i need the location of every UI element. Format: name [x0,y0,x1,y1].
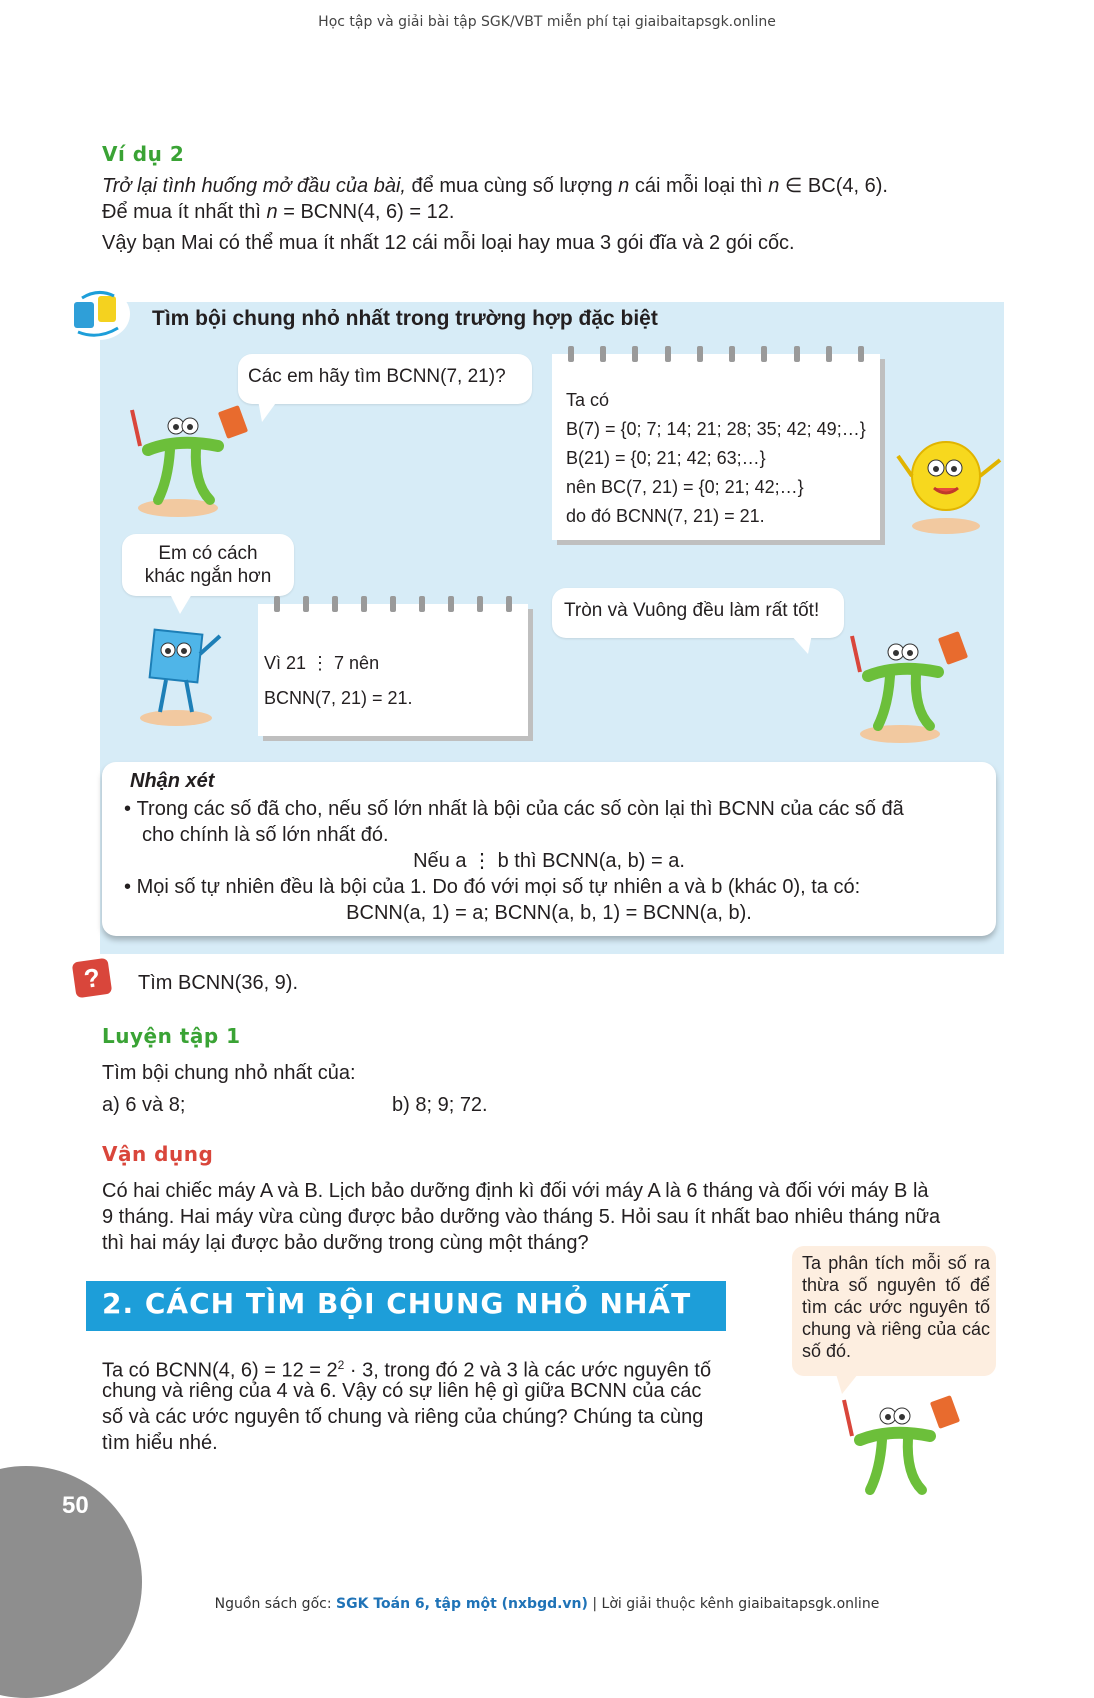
pi-character-icon [830,1394,970,1504]
apply-line-2: 9 tháng. Hai máy vừa cùng được bảo dưỡng vào tháng 5. Hỏi sau ít nhất bao nhiêu tháng nữa [102,1206,941,1228]
example-2-line1 [102,173,1002,199]
remark-title: Nhận xét [130,770,215,792]
practice-item-a: a) 6 và 8; [102,1094,186,1116]
speech-bubble-praise: Tròn và Vuông đều làm rất tốt! [552,588,844,638]
apply-line-3: thì hai máy lại được bảo dưỡng trong cùng một tháng? [102,1232,589,1254]
note-rings [568,346,864,366]
bubble-line: khác ngắn hơn [144,566,272,587]
var-n: n [768,175,780,197]
text-span: ∈ BC(4, 6). [779,175,888,197]
bubble-tail [790,634,814,656]
apply-title: Vận dụng [102,1142,214,1166]
text-span: để mua cùng số lượng [405,175,619,197]
text-span: cái mỗi loại thì [629,175,769,197]
note-line: B(7) = {0; 7; 14; 21; 28; 35; 42; 49;…} [566,419,866,439]
example-2-title: Ví dụ 2 [102,142,185,166]
note-line: Ta có [566,390,610,410]
example-2-line3: Vậy bạn Mai có thể mua ít nhất 12 cái mỗi loại hay mua 3 gói đĩa và 2 gói cốc. [102,232,795,254]
var-n: n [266,201,278,223]
square-character-icon [130,618,230,728]
note-line: nên BC(7, 21) = {0; 21; 42;…} [566,477,804,497]
bubble-tail [258,400,288,424]
remark-formula-1: Nếu a ⋮ b thì BCNN(a, b) = a. [413,850,685,872]
activity-icon-bg [68,288,130,340]
bullet-text: Mọi số tự nhiên đều là bội của 1. Do đó với mọi số tự nhiên a và b (khác 0), ta có: [136,876,861,898]
text-span: Ta có BCNN(4, 6) = 12 = 2 [102,1359,338,1382]
bullet-text: Trong các số đã cho, nếu số lớn nhất là bội của các số còn lại thì BCNN của các số đã [136,798,904,820]
question-icon: ? [72,958,113,999]
bullet-dot: • [124,876,137,898]
footer-prefix: Nguồn sách gốc: [214,1596,337,1612]
bullet-dot: • [124,798,137,820]
practice-item-b: b) 8; 9; 72. [392,1094,488,1116]
hint-text: Ta phân tích mỗi số ra thừa số nguyên tố để tìm các ước nguyên tố chung và riêng của các số đó. [802,1253,990,1361]
section-heading: 2. CÁCH TÌM BỘI CHUNG NHỎ NHẤT [102,1287,692,1320]
section-line-2: chung và riêng của 4 và 6. Vậy có sự liên hệ gì giữa BCNN của các [102,1380,702,1402]
remark-bullet-1 [124,796,994,822]
remark-formula-2: BCNN(a, 1) = a; BCNN(a, b, 1) = BCNN(a, b). [346,902,752,924]
page-header: Học tập và giải bài tập SGK/VBT miễn phí tại giaibaitapsgk.online [318,14,776,30]
question-text: Tìm BCNN(36, 9). [138,972,299,994]
speech-bubble-shorter [122,534,294,596]
note-card-shortcut [258,604,528,736]
pi-character-icon [118,400,258,520]
remark-bullet-1-cont: cho chính là số lớn nhất đó. [142,824,389,846]
note-card-multiples [552,354,880,540]
remark-bullet-2 [124,874,994,900]
example-2-line2 [102,199,454,225]
exponent: 2 [337,1358,345,1372]
practice-title: Luyện tập 1 [102,1024,241,1048]
note-line: Vì 21 ⋮ 7 nên [264,653,380,673]
apply-line-1: Có hai chiếc máy A và B. Lịch bảo dưỡng định kì đối với máy A là 6 tháng và đối với máy B là [102,1180,929,1202]
text-span: Để mua ít nhất thì [102,201,267,223]
bubble-line: Em có cách [158,543,258,564]
pi-character-icon [838,626,978,746]
section-line-3: số và các ước nguyên tố chung và riêng của chúng? Chúng ta cùng [102,1406,704,1428]
footer-suffix: | Lời giải thuộc kênh giaibaitapsgk.online [587,1596,880,1612]
group-activity-icon [68,288,130,340]
speech-bubble-question: Các em hãy tìm BCNN(7, 21)? [238,354,532,404]
activity-title: Tìm bội chung nhỏ nhất trong trường hợp đặc biệt [152,307,658,330]
text-span: · 3, trong đó 2 và 3 là các ước nguyên tố [344,1359,712,1382]
hint-tail [836,1374,860,1396]
bubble-tail [170,594,194,616]
note-line: B(21) = {0; 21; 42; 63;…} [566,448,766,468]
practice-prompt: Tìm bội chung nhỏ nhất của: [102,1062,356,1084]
round-character-icon [896,426,1006,536]
note-rings [274,596,512,616]
text-span: = BCNN(4, 6) = 12. [277,201,455,223]
example-2-italic: Trở lại tình huống mở đầu của bài, [102,175,406,197]
page-number: 50 [62,1492,89,1519]
section-line-4: tìm hiểu nhé. [102,1432,218,1454]
note-line: BCNN(7, 21) = 21. [264,688,413,708]
note-line: do đó BCNN(7, 21) = 21. [566,506,765,526]
page-footer [0,1596,1094,1612]
footer-source-link[interactable]: SGK Toán 6, tập một (nxbgd.vn) [336,1596,588,1612]
var-n: n [618,175,630,197]
